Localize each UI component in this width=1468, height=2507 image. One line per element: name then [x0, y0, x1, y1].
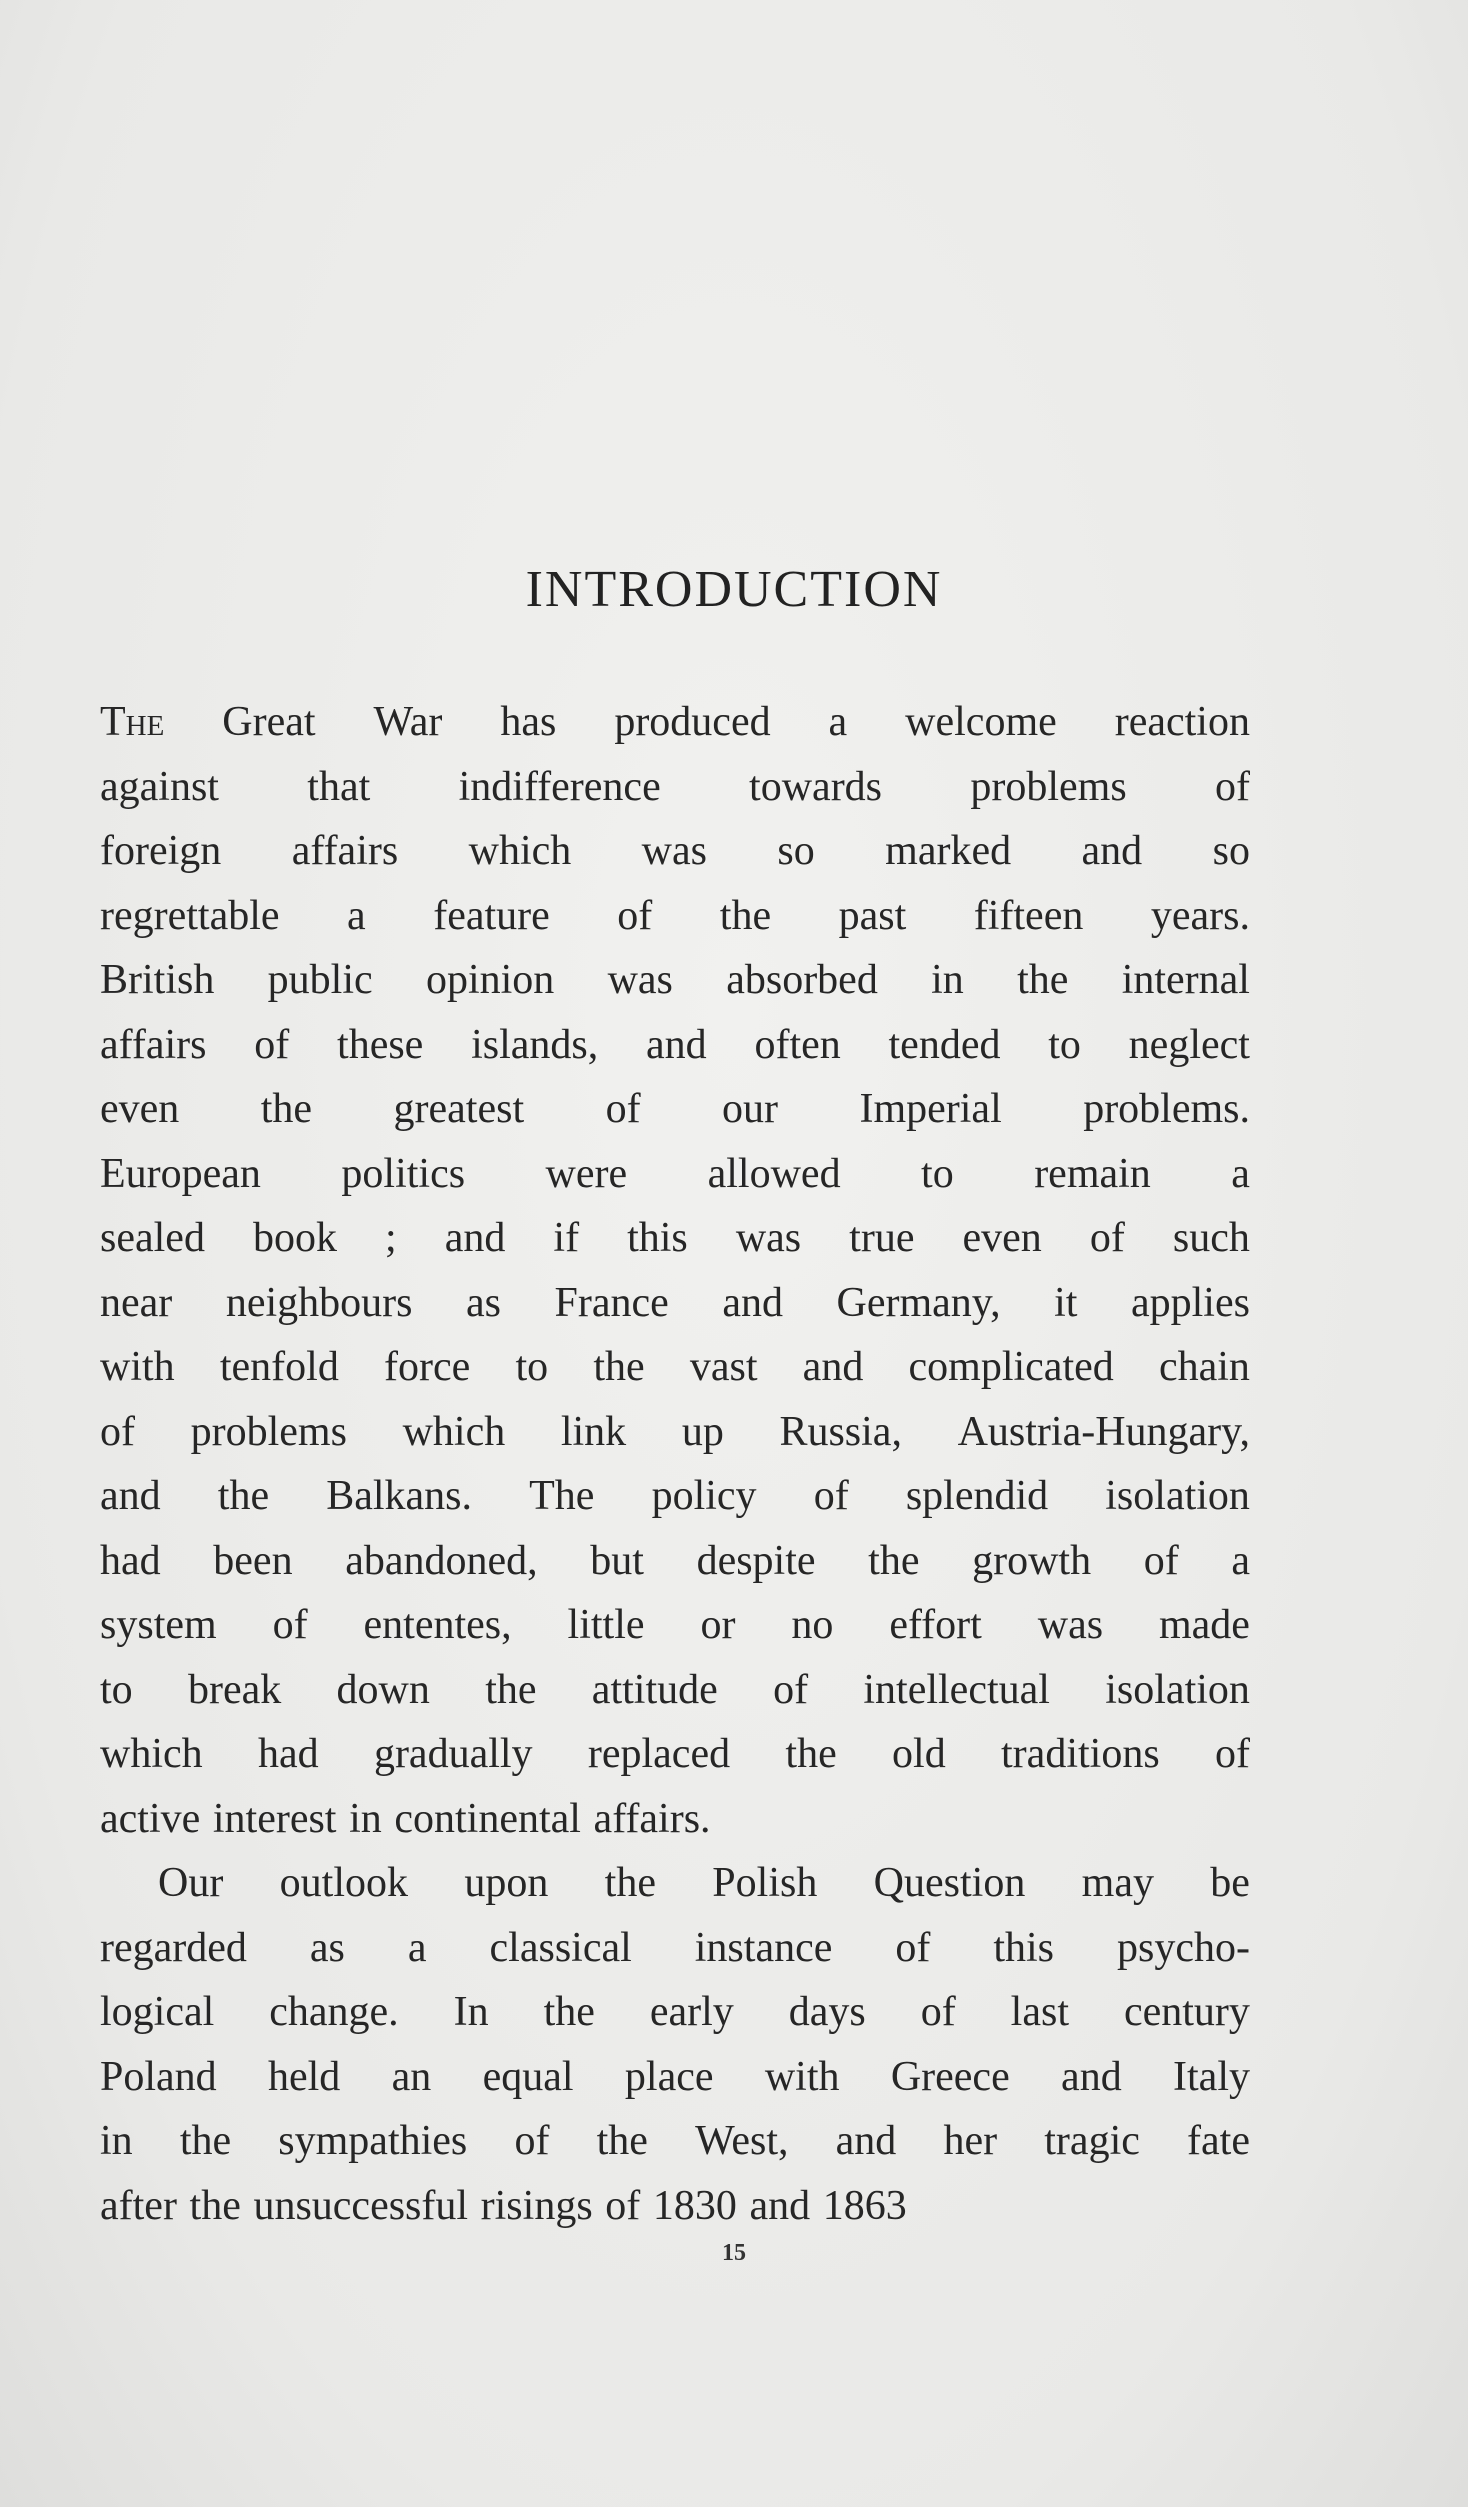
word: and [802, 1344, 864, 1390]
word: of [617, 892, 653, 939]
text-line [100, 1077, 1250, 1142]
text-line [100, 755, 1250, 820]
body-text [100, 690, 1250, 2238]
word: force [384, 1344, 471, 1390]
word: tragic [1044, 2118, 1140, 2164]
word: little [567, 1602, 645, 1648]
word: islands, [471, 1021, 599, 1068]
word: despite [696, 1537, 816, 1584]
word: Italy [1173, 2053, 1250, 2100]
word: gradually [373, 1731, 533, 1777]
word: our [722, 1086, 779, 1132]
word: internal [1121, 957, 1250, 1003]
word: was [641, 828, 707, 874]
word: of [605, 1086, 641, 1132]
text-line [100, 948, 1250, 1013]
word: sympathies [278, 2118, 468, 2164]
word: that [307, 763, 371, 810]
word: was [735, 1215, 802, 1261]
word: be [1210, 1860, 1250, 1906]
word: greatest [393, 1086, 525, 1132]
word: outlook [279, 1860, 408, 1906]
word: upon [464, 1860, 549, 1906]
word: up [681, 1408, 724, 1455]
word: complicated [908, 1344, 1114, 1390]
word: attitude [591, 1666, 718, 1713]
word: In [453, 1989, 489, 2035]
word: may [1081, 1860, 1154, 1906]
word: even [100, 1086, 180, 1132]
word: to [515, 1344, 549, 1390]
word: the [719, 892, 772, 939]
word: fifteen [973, 892, 1084, 939]
word: of [920, 1989, 956, 2035]
word: growth [972, 1537, 1092, 1584]
word: Russia, [779, 1408, 902, 1455]
word: risings [480, 2182, 593, 2229]
word: effort [889, 1602, 982, 1648]
word: link [560, 1408, 627, 1455]
word: continental [394, 1795, 581, 1842]
text-line [100, 1013, 1250, 1078]
text-line [100, 1787, 1250, 1852]
word: in [931, 957, 964, 1003]
chapter-title: INTRODUCTION [525, 561, 943, 618]
word: affairs [291, 828, 399, 874]
word: the [179, 2118, 232, 2164]
word: of [773, 1666, 809, 1713]
word: the [485, 1666, 537, 1713]
word: traditions [1001, 1731, 1160, 1777]
word: the [785, 1731, 837, 1777]
text-line [100, 1142, 1250, 1207]
word: had [257, 1731, 319, 1777]
word: held [268, 2053, 341, 2100]
text-line [100, 884, 1250, 949]
word: West, [695, 2118, 789, 2164]
word: near [100, 1279, 173, 1326]
word: foreign [100, 828, 222, 874]
word: unsuccessful [253, 2182, 469, 2229]
word: and [444, 1215, 506, 1261]
text-line [100, 2174, 1250, 2239]
word: or [700, 1602, 736, 1648]
word: this [627, 1215, 688, 1261]
text-line [100, 2045, 1250, 2110]
word: Imperial [859, 1086, 1002, 1132]
text-line [100, 1980, 1250, 2045]
word: were [545, 1150, 628, 1197]
word: neglect [1128, 1021, 1250, 1068]
word: ententes, [363, 1602, 512, 1648]
word: the [217, 1473, 270, 1519]
word: Poland [100, 2053, 217, 2100]
word: been [213, 1537, 293, 1584]
word: which [468, 828, 572, 874]
word: isolation [1105, 1666, 1250, 1713]
word: equal [482, 2053, 574, 2100]
word: and [749, 2182, 811, 2229]
word: intellectual [863, 1666, 1050, 1713]
word: made [1159, 1602, 1250, 1648]
word: sealed [100, 1215, 205, 1261]
word: problems. [1083, 1086, 1250, 1132]
word: allowed [707, 1150, 841, 1197]
word: produced [614, 699, 771, 745]
word: years. [1150, 892, 1250, 939]
word: tended [888, 1021, 1001, 1068]
text-line [100, 690, 1250, 755]
word: isolation [1105, 1473, 1250, 1519]
word: marked [885, 828, 1012, 874]
word: 1830 [652, 2182, 737, 2229]
text-line [100, 1722, 1250, 1787]
word: opinion [425, 957, 555, 1003]
word: and [100, 1473, 161, 1519]
text-line [100, 1464, 1250, 1529]
word: to [100, 1666, 133, 1713]
word: days [788, 1989, 866, 2035]
word: Great [222, 699, 316, 745]
word: ; [385, 1215, 397, 1261]
word: this [993, 1924, 1055, 1971]
word: last [1010, 1989, 1069, 2035]
text-line [100, 1335, 1250, 1400]
word: the [260, 1086, 313, 1132]
word: regarded [100, 1924, 247, 1971]
word: and [1061, 2053, 1122, 2100]
word: absorbed [726, 957, 878, 1003]
text-line [100, 1206, 1250, 1271]
word: chain [1158, 1344, 1250, 1390]
word: logical [100, 1989, 215, 2035]
word: classical [489, 1924, 632, 1971]
word: a [1231, 1150, 1250, 1197]
word: which [100, 1731, 203, 1777]
word: change. [269, 1989, 399, 2035]
word: public [267, 957, 373, 1003]
word: 1863 [822, 2182, 907, 2229]
word: indifference [458, 763, 661, 810]
word: European [100, 1150, 261, 1197]
text-line [100, 1529, 1250, 1594]
word: tenfold [219, 1344, 339, 1390]
word: her [943, 2118, 998, 2164]
word: of [254, 1021, 290, 1068]
word: often [754, 1021, 841, 1068]
word: neighbours [225, 1279, 413, 1326]
word: with [100, 1344, 175, 1390]
word: The [100, 699, 165, 745]
word: active [100, 1795, 201, 1842]
word: regrettable [100, 892, 280, 939]
word: and [1081, 828, 1143, 874]
word: affairs. [593, 1795, 711, 1842]
word: as [466, 1279, 501, 1326]
text-line [100, 1400, 1250, 1465]
word: politics [341, 1150, 466, 1197]
word: towards [749, 763, 883, 810]
word: Austria-Hungary, [957, 1408, 1250, 1455]
word: Polish [712, 1860, 818, 1906]
word: problems [190, 1408, 347, 1455]
text-line [100, 819, 1250, 884]
word: but [590, 1537, 644, 1584]
word: psycho- [1117, 1924, 1250, 1971]
word: the [543, 1989, 595, 2035]
text-line [100, 1593, 1250, 1658]
word: an [391, 2053, 432, 2100]
word: the [189, 2182, 241, 2229]
word: problems [970, 763, 1127, 810]
word: Germany, [836, 1279, 1001, 1326]
word: early [649, 1989, 734, 2035]
word: of [100, 1408, 135, 1455]
word: as [309, 1924, 345, 1971]
word: the [868, 1537, 920, 1584]
word: a [1231, 1537, 1250, 1584]
word: so [1212, 828, 1250, 874]
word: such [1172, 1215, 1250, 1261]
word: no [791, 1602, 834, 1648]
word: the [593, 1344, 645, 1390]
word: and [835, 2118, 897, 2164]
word: and [646, 1021, 707, 1068]
word: affairs [100, 1021, 207, 1068]
word: to [1048, 1021, 1081, 1068]
word: has [500, 699, 557, 745]
word: past [838, 892, 907, 939]
word: reaction [1114, 699, 1250, 745]
word: remain [1034, 1150, 1151, 1197]
word: century [1123, 1989, 1250, 2035]
word: a [407, 1924, 427, 1971]
word: of [813, 1473, 849, 1519]
word: after [100, 2182, 177, 2229]
word: break [187, 1666, 282, 1713]
word: War [373, 699, 443, 745]
word: the [596, 2118, 648, 2164]
word: Balkans. [326, 1473, 473, 1519]
word: abandoned, [345, 1537, 538, 1584]
word: had [100, 1537, 161, 1584]
word: if [553, 1215, 580, 1261]
word: vast [689, 1344, 758, 1390]
word: old [892, 1731, 946, 1777]
word: of [895, 1924, 931, 1971]
word: a [828, 699, 848, 745]
word: welcome [905, 699, 1057, 745]
word: and [722, 1279, 783, 1326]
text-line [100, 1916, 1250, 1981]
word: of [272, 1602, 308, 1648]
text-line [100, 1271, 1250, 1336]
text-line [100, 2109, 1250, 2174]
word: applies [1130, 1279, 1250, 1326]
word: The [529, 1473, 595, 1519]
word: replaced [587, 1731, 731, 1777]
word: policy [651, 1473, 757, 1519]
text-line [100, 1851, 1250, 1916]
text-line [100, 1658, 1250, 1723]
word: down [336, 1666, 430, 1713]
word: it [1054, 1279, 1078, 1326]
word: system [100, 1602, 217, 1648]
word: against [100, 763, 219, 810]
word: of [605, 2182, 641, 2229]
word: interest [212, 1795, 337, 1842]
word: British [100, 957, 215, 1003]
word: true [849, 1215, 915, 1261]
word: so [777, 828, 815, 874]
word: was [1037, 1602, 1104, 1648]
word: even [962, 1215, 1042, 1261]
word: of [1214, 1731, 1250, 1777]
word: the [1017, 957, 1069, 1003]
word: in [100, 2118, 133, 2164]
word: of [514, 2118, 550, 2164]
word: a [347, 892, 366, 939]
word: fate [1187, 2118, 1250, 2164]
word: was [607, 957, 673, 1003]
word: Question [873, 1860, 1026, 1906]
word: which [402, 1408, 506, 1455]
word: splendid [905, 1473, 1049, 1519]
word: these [337, 1021, 424, 1068]
word: of [1215, 763, 1250, 810]
word: to [921, 1150, 954, 1197]
word: with [764, 2053, 840, 2100]
word: Our [158, 1860, 224, 1906]
word: feature [433, 892, 550, 939]
word: the [604, 1860, 656, 1906]
page-number: 15 [722, 2240, 746, 2266]
word: France [554, 1279, 669, 1326]
word: of [1143, 1537, 1179, 1584]
word: book [252, 1215, 337, 1261]
word: Greece [890, 2053, 1010, 2100]
word: in [349, 1795, 382, 1842]
word: place [624, 2053, 714, 2100]
word: of [1089, 1215, 1125, 1261]
word: instance [694, 1924, 833, 1971]
